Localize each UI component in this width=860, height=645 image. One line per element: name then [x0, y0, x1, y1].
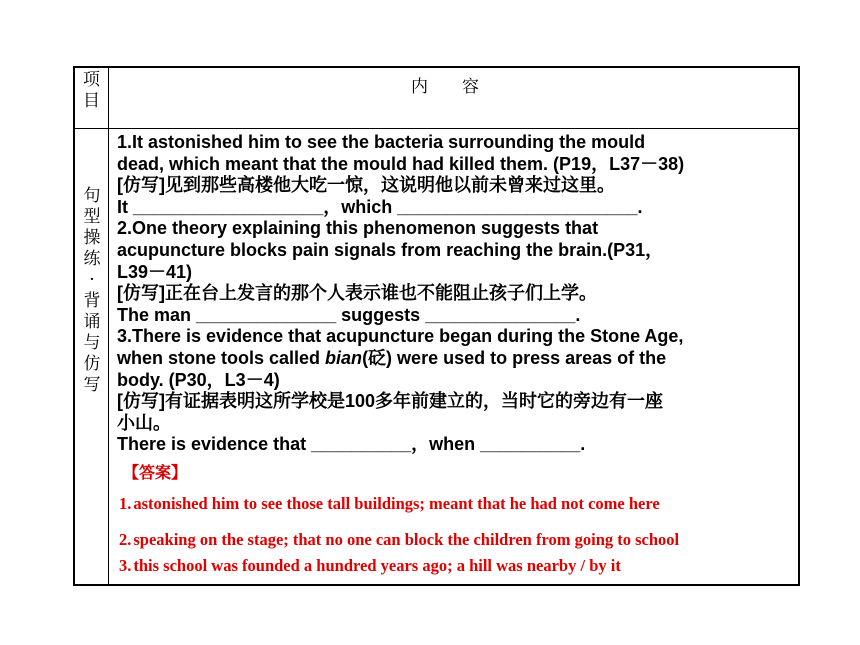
body-line: acupuncture blocks pain signals from reaching the brain.(P31，	[117, 239, 664, 260]
exercise-body	[117, 132, 801, 456]
answer-text: astonished him to see those tall buildings; meant that he had not come here	[133, 494, 660, 513]
body-line: The man ______________ suggests _______________.	[117, 304, 581, 325]
body-line: body. (P30，L3－4)	[117, 369, 280, 390]
answer-line-2	[119, 530, 679, 550]
column-divider	[108, 68, 109, 584]
answer-line-3	[119, 556, 621, 576]
answer-line-1	[119, 494, 660, 514]
body-line: [仿写]正在台上发言的那个人表示谁也不能阻止孩子们上学。	[117, 283, 597, 304]
row-category-label: 句型操练·背诵与仿写	[83, 186, 101, 395]
body-line: dead, which meant that the mould had killed them. (P19，L37－38)	[117, 153, 685, 174]
answer-label: 【答案】	[123, 465, 188, 482]
italic-term: bian	[325, 347, 363, 368]
header-item-label: 项目	[83, 70, 100, 111]
exercise-table	[73, 66, 800, 586]
answer-number: 2.	[119, 530, 132, 549]
body-line: 3.There is evidence that acupuncture began during the Stone Age,	[117, 326, 684, 347]
body-line: L39－41)	[117, 261, 193, 282]
body-line: It ___________________，which ________________________.	[117, 196, 643, 217]
header-divider	[75, 128, 798, 129]
body-line: 1.It astonished him to see the bacteria surrounding the mould	[117, 132, 646, 152]
body-line: [仿写]见到那些高楼他大吃一惊，这说明他以前未曾来过这里。	[117, 175, 615, 196]
body-line: [仿写]有证据表明这所学校是100多年前建立的，当时它的旁边有一座	[117, 391, 664, 412]
body-line: 小山。	[117, 412, 171, 433]
body-line: 2.One theory explaining this phenomenon suggests that	[117, 218, 599, 239]
answer-text: this school was founded a hundred years ago; a hill was nearby / by it	[133, 556, 621, 575]
answer-number: 3.	[119, 556, 132, 575]
body-line: There is evidence that __________，when __________.	[117, 434, 586, 455]
answer-number: 1.	[119, 494, 132, 513]
body-line: when stone tools called bian(砭) were used to press areas of the	[117, 347, 667, 368]
answer-text: speaking on the stage; that no one can block the children from going to school	[133, 530, 680, 549]
header-content-label: 内 容	[411, 77, 479, 97]
